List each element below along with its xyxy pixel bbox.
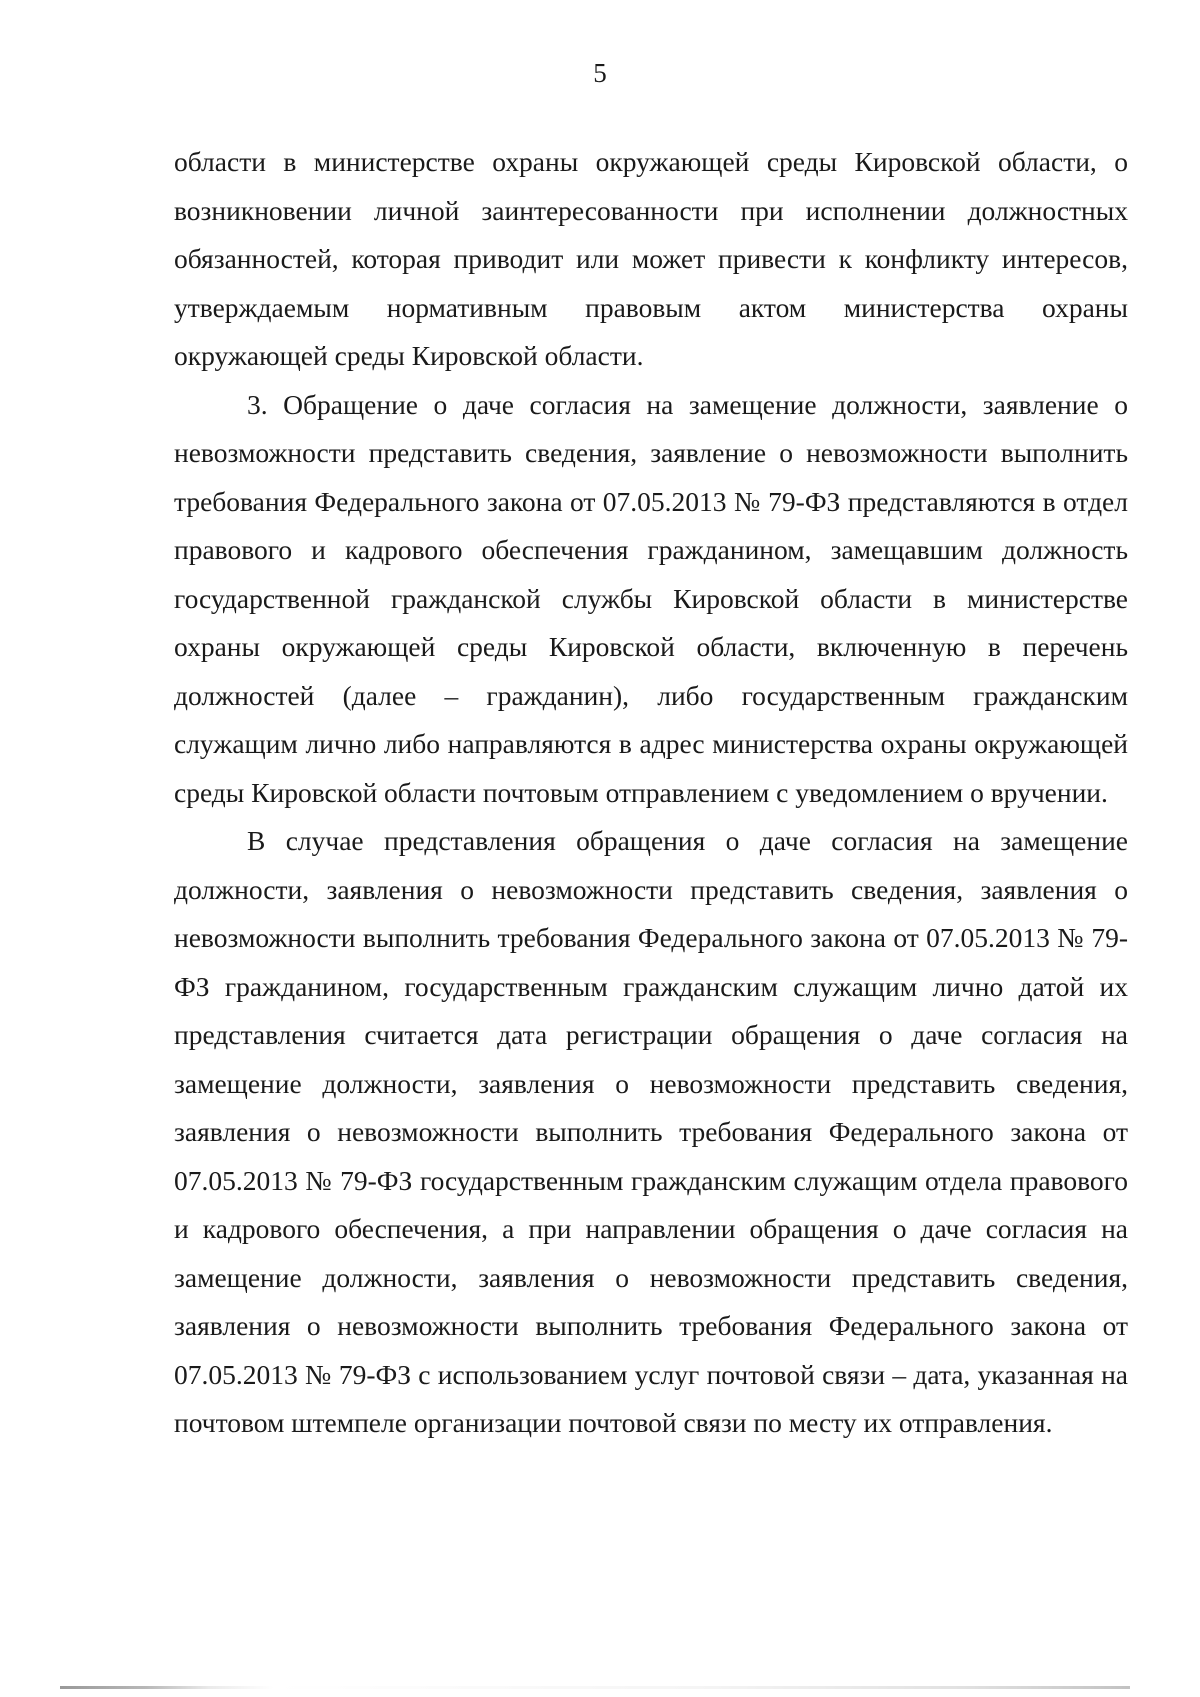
document-body <box>174 138 1128 1448</box>
paragraph-submission-date: В случае представления обращения о даче согласия на замещение должности, заявления о невозможности представить сведения, заявления о невозможности выполнить требования Федерального закона от 07.05.2013 № 79-ФЗ гражданином, государственным гражданским служащим лично датой их представления считается дата регистрации обращения о даче согласия на замещение должности, заявления о невозможности представить сведения, заявления о невозможности выполнить требования Федерального закона от 07.05.2013 № 79-ФЗ государственным гражданским служащим отдела правового и кадрового обеспечения, а при направлении обращения о даче согласия на замещение должности, заявления о невозможности представить сведения, заявления о невозможности выполнить требования Федерального закона от 07.05.2013 № 79-ФЗ с использованием услуг почтовой связи – дата, указанная на почтовом штемпеле организации почтовой связи по месту их отправления. <box>174 825 1128 1438</box>
paragraph-continuation: области в министерстве охраны окружающей среды Кировской области, о возникновении личной заинтересованности при исполнении должностных обязанностей, которая приводит или может привести к конфликту интересов, утверждаемым нормативным правовым актом министерства охраны окружающей среды Кировской области. <box>174 146 1128 371</box>
page-number: 5 <box>593 58 607 88</box>
scan-edge-artifact <box>60 1686 1130 1689</box>
paragraph-item-3: 3. Обращение о даче согласия на замещение должности, заявление о невозможности представить сведения, заявление о невозможности выполнить требования Федерального закона от 07.05.2013 № 79-ФЗ представляются в отдел правового и кадрового обеспечения гражданином, замещавшим должность государственной гражданской службы Кировской области в министерстве охраны окружающей среды Кировской области, включенную в перечень должностей (далее – гражданин), либо государственным гражданским служащим лично либо направляются в адрес министерства охраны окружающей среды Кировской области почтовым отправлением с уведомлением о вручении. <box>174 388 1128 808</box>
